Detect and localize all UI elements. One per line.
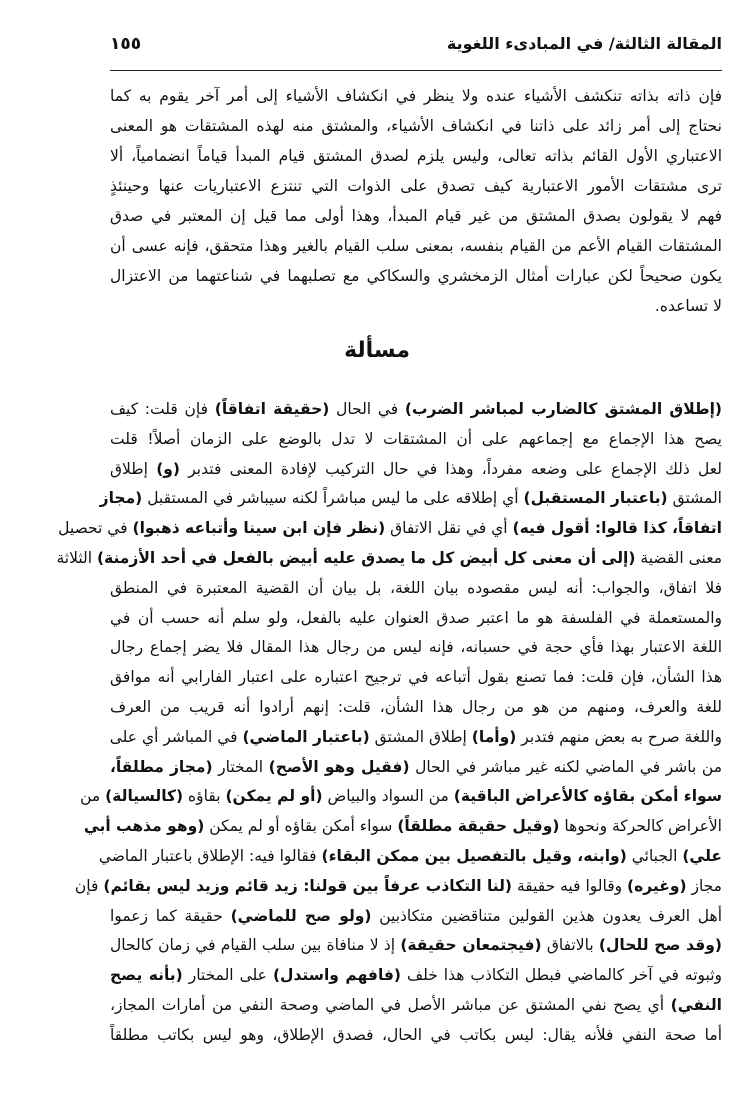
text-segment: فإن ذاته بذاته تنكشف الأشياء عنده ولا ينظر في انكشاف الأشياء إلى أمر آخر يقوم به كما (110, 87, 722, 105)
text-line (110, 261, 722, 291)
text-segment: حقيقة كما زعموا (110, 906, 231, 925)
bold-text-segment: سواء أمكن بقاؤه كالأعراض الباقية) (453, 787, 722, 806)
text-line (110, 171, 722, 201)
text-line (110, 604, 722, 634)
text-line (56, 544, 722, 574)
bold-text-segment: (باعتبار المستقبل) (523, 489, 668, 508)
text-segment: وثبوته في آخر كالماضي فبطل التكاذب هذا خلف (401, 966, 722, 985)
bold-text-segment: (وقيل حقيقة مطلقاً) (397, 817, 560, 836)
text-line (110, 201, 722, 231)
bold-text-segment: (وغيره) (627, 876, 687, 895)
text-line (58, 514, 722, 544)
text-segment: أي يصح نفي المشتق عن مباشر الأصل في الماضي وصحة النفي من أمارات المجاز، (110, 995, 671, 1014)
bold-text-segment: (وأما) (471, 727, 517, 746)
text-segment: وقالوا فيه حقيقة (512, 876, 628, 895)
bold-text-segment: (بأنه يصح (110, 966, 183, 985)
text-segment: من السواد والبياض (322, 787, 454, 806)
text-segment: من (80, 787, 106, 806)
text-line (110, 395, 722, 425)
text-line (110, 902, 722, 932)
text-line (110, 991, 722, 1021)
bold-text-segment: (نظر فإن ابن سينا وأتباعه ذهبوا) (132, 519, 386, 538)
text-line (110, 931, 722, 961)
text-segment: إذ لا منافاة بين سلب القيام في زمان كالحال (110, 936, 401, 955)
text-line (110, 753, 722, 783)
bold-text-segment: (وقد صح للحال) (598, 936, 722, 955)
text-segment: أهل العرف يعدون هذين القولين متناقضين متكاذبين (371, 906, 722, 925)
text-segment: لعل ذلك الإجماع على وضعه مفرداً، وهذا في حال التركيب لإفادة المعنى فتدبر (180, 459, 722, 478)
text-segment: واللغة صرح به بعض منهم فتدبر (516, 727, 722, 746)
header-rule (110, 70, 722, 71)
text-segment: للغة والعرف، ومنهم من هو من رجال هذا الشأن، قلت: إنهم أرادوا أنه قريب من العرف (110, 697, 722, 716)
text-line (110, 574, 722, 604)
text-line (74, 872, 722, 902)
text-segment: فهم لا يقولون بصدق المشتق من غير قيام المبدأ، وهذا أولى مما قيل إن المعتبر في صدق (110, 207, 722, 225)
text-segment: فإن (74, 876, 104, 895)
text-segment: الأعراض كالحركة ونحوها (559, 817, 722, 836)
text-line (110, 141, 722, 171)
bold-text-segment: (فيجتمعان حقيقة) (400, 936, 542, 955)
text-segment: أي في نقل الاتفاق (385, 519, 513, 538)
bold-text-segment: (حقيقة اتفاقاً) (214, 400, 330, 418)
text-segment: يصح هذا الإجماع مع إجماعهم على أن المشتقات لا تدل بالوضع على الزمان أصلاً! قلت (110, 429, 722, 448)
text-line (110, 961, 722, 991)
text-line (110, 231, 722, 261)
text-segment: يكون صحيحاً لكن عبارات أمثال الزمخشري والسكاكي مع تصلبهما في شناعتهما من الاعتزال (110, 267, 722, 285)
text-line (110, 81, 722, 111)
text-segment: بقاؤه (183, 787, 226, 806)
section-title: مسألة (344, 338, 410, 363)
text-line (110, 455, 722, 485)
text-line (110, 111, 722, 141)
text-line (110, 723, 722, 753)
text-segment: سواء أمكن بقاؤه أو لم يمكن (204, 817, 398, 836)
bold-text-segment: (مجاز (99, 489, 143, 508)
bold-text-segment: (و) (156, 459, 180, 478)
bold-text-segment: (وابنه، وقيل بالتفصيل بين ممكن البقاء) (321, 846, 627, 865)
text-segment: ترى مشتقات الأمور الاعتبارية كيف تصدق على الذوات التي تنتزع الاعتباريات عنها وحينئذٍ (110, 177, 722, 195)
text-line (99, 484, 722, 514)
text-segment: معنى القضية (635, 548, 722, 567)
text-segment: اللغة الاعتبار بهذا فأي حجة في حسبانه، فإنه ليس من رجال هذا المقال فلا يضر إجماع رجال (110, 638, 722, 657)
text-segment: الثلاثة (56, 548, 97, 567)
page-header (110, 30, 722, 70)
text-segment: مجاز (686, 876, 722, 895)
bold-text-segment: النفي) (670, 995, 722, 1014)
text-segment: والمستعملة في الفلسفة هو ما اعتبر صدق العنوان عليه بالفعل، ولو سلم أنه حسب أن في (110, 608, 722, 627)
text-segment: المشتق (667, 489, 722, 508)
text-segment: لا تساعده. (654, 297, 722, 315)
bold-text-segment: (إلى أن معنى كل أبيض كل ما يصدق عليه أبيض بالفعل في أحد الأزمنة) (96, 548, 636, 567)
bold-text-segment: (ولو صح للماضي) (230, 906, 372, 925)
text-line (110, 663, 722, 693)
text-segment: في تحصيل (58, 519, 133, 538)
bold-text-segment: (فقيل وهو الأصح) (268, 757, 410, 776)
text-segment: فإن قلت: كيف (110, 400, 215, 418)
running-title: المقالة الثالثة/ في المبادىء اللغوية (446, 34, 722, 53)
text-segment: بالاتفاق (541, 936, 599, 955)
text-line (83, 812, 722, 842)
text-segment: نحتاج إلى أمر زائد على ذاتنا في انكشاف الأشياء، والمشتق منه لهذه المشتقات هو المعنى (110, 117, 722, 135)
text-line (80, 782, 722, 812)
bold-text-segment: (كالسيالة) (105, 787, 184, 806)
text-segment: في المباشر أي على (109, 727, 243, 746)
text-segment: على المختار (182, 966, 273, 985)
text-segment: الجبائي (626, 846, 683, 865)
text-segment: أما صحة النفي فلأنه يقال: ليس بكاتب في الحال، فصدق الإطلاق، وهو ليس بكاتب مطلقاً (110, 1025, 722, 1044)
text-segment: أي إطلاقه على ما ليس مباشراً لكنه سيباشر في المستقبل (142, 489, 524, 508)
bold-text-segment: (إطلاق المشتق كالضارب لمباشر الضرب) (404, 400, 722, 418)
text-line (110, 633, 722, 663)
text-segment: المشتقات القيام الأعم من القيام بنفسه، بمعنى سلب القيام بالغير وهذا متحقق، فإنه عسى أن (110, 237, 722, 255)
paragraph-1 (110, 81, 722, 321)
text-segment: في الحال (329, 400, 405, 418)
bold-text-segment: علي) (682, 846, 722, 865)
text-segment: الاعتباري الأول القائم بذاته تعالى، وليس يلزم لصدق المشتق قيام المبدأ قياماً انضمامياً، ألا (110, 147, 722, 165)
text-segment: هذا الشأن، فإن قلت: فما تصنع بقول أتباعه في ترجيح اعتباره على اعتبار الفارابي أنه موافق (110, 668, 722, 687)
text-line (110, 693, 722, 723)
bold-text-segment: (فافهم واستدل) (272, 966, 402, 985)
text-segment: المختار (212, 757, 269, 776)
bold-text-segment: (لنا التكاذب عرفاً بين قولنا: زيد قائم وزيد ليس بقائم) (103, 876, 513, 895)
paragraph-2 (56, 395, 722, 1051)
bold-text-segment: اتفاقاً، كذا قالوا: أقول فيه) (512, 519, 722, 538)
text-line (98, 842, 722, 872)
bold-text-segment: (باعتبار الماضي) (242, 727, 370, 746)
text-segment: من باشر في الماضي لكنه غير مباشر في الحال (409, 757, 722, 776)
text-line (110, 291, 722, 321)
text-segment: فقالوا فيه: الإطلاق باعتبار الماضي (98, 846, 322, 865)
bold-text-segment: (أو لم يمكن) (225, 787, 323, 806)
page-number: ١٥٥ (110, 34, 142, 54)
text-line (110, 1021, 722, 1051)
text-segment: إطلاق المشتق (369, 727, 472, 746)
text-segment: فلا اتفاق، والجواب: أنه ليس مقصوده بيان اللغة، بل بيان أن القضية المعتبرة في المنطق (110, 578, 722, 597)
text-segment: إطلاق (110, 459, 157, 478)
bold-text-segment: (مجاز مطلقاً، (110, 757, 213, 776)
text-line (110, 425, 722, 455)
bold-text-segment: (وهو مذهب أبي (83, 817, 205, 836)
